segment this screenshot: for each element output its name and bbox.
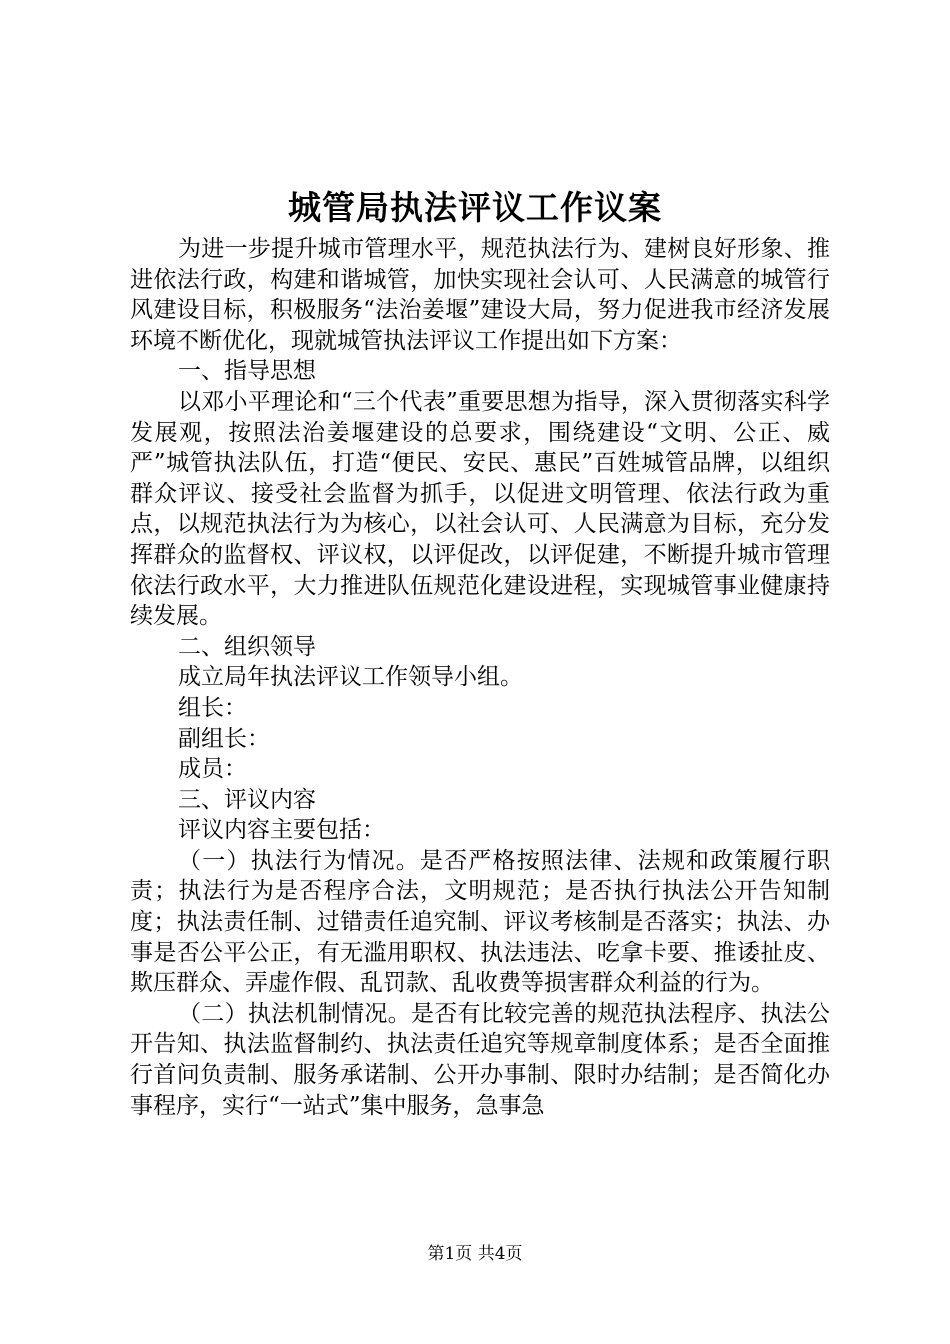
enforcement-mechanism-paragraph: （二）执法机制情况。是否有比较完善的规范执法程序、执法公开告知、执法监督制约、执法责任追究等规章制度体系；是否全面推行首问负责制、服务承诺制、公开办事制、限时办结制；是否简化办事程序，实行“一站式”集中服务，急事急 (130, 1000, 830, 1119)
page-number-footer: 第1页 共4页 (427, 1244, 523, 1264)
section-heading-guiding-ideology: 一、指导思想 (178, 358, 316, 385)
intro-paragraph: 为进一步提升城市管理水平，规范执法行为、建树良好形象、推进依法行政，构建和谐城管，加快实现社会认可、人民满意的城管行风建设目标，积极服务“法治姜堰”建设大局，努力促进我市经济发展环境不断优化，现就城管执法评议工作提出如下方案： (130, 236, 830, 354)
organization-paragraph: 成立局年执法评议工作领导小组。 (178, 664, 523, 691)
guiding-ideology-paragraph: 以邓小平理论和“三个代表”重要思想为指导，深入贯彻落实科学发展观，按照法治姜堰建设的总要求，围绕建设“文明、公正、威严”城管执法队伍，打造“便民、安民、惠民”百姓城管品牌，以组织群众评议、接受社会监督为抓手，以促进文明管理、依法行政为重点，以规范执法行为为核心，以社会认可、人民满意为目标，充分发挥群众的监督权、评议权，以评促改，以评促建，不断提升城市管理依法行政水平，大力推进队伍规范化建设进程，实现城管事业健康持续发展。 (130, 388, 830, 630)
team-leader-line: 组长： (178, 694, 247, 721)
section-heading-review-content: 三、评议内容 (178, 786, 316, 813)
document-title: 城管局执法评议工作议案 (288, 188, 662, 227)
deputy-leader-line: 副组长： (178, 725, 270, 752)
section-heading-organization: 二、组织领导 (178, 633, 316, 660)
document-body (130, 234, 830, 1121)
review-content-intro: 评议内容主要包括： (178, 817, 385, 844)
enforcement-behavior-paragraph: （一）执法行为情况。是否严格按照法律、法规和政策履行职责；执法行为是否程序合法，文明规范；是否执行执法公开告知制度；执法责任制、过错责任追究制、评议考核制是否落实；执法、办事是否公平公正，有无滥用职权、执法违法、吃拿卡要、推诿扯皮、欺压群众、弄虚作假、乱罚款、乱收费等损害群众利益的行为。 (130, 847, 830, 997)
members-line: 成员： (178, 756, 247, 783)
